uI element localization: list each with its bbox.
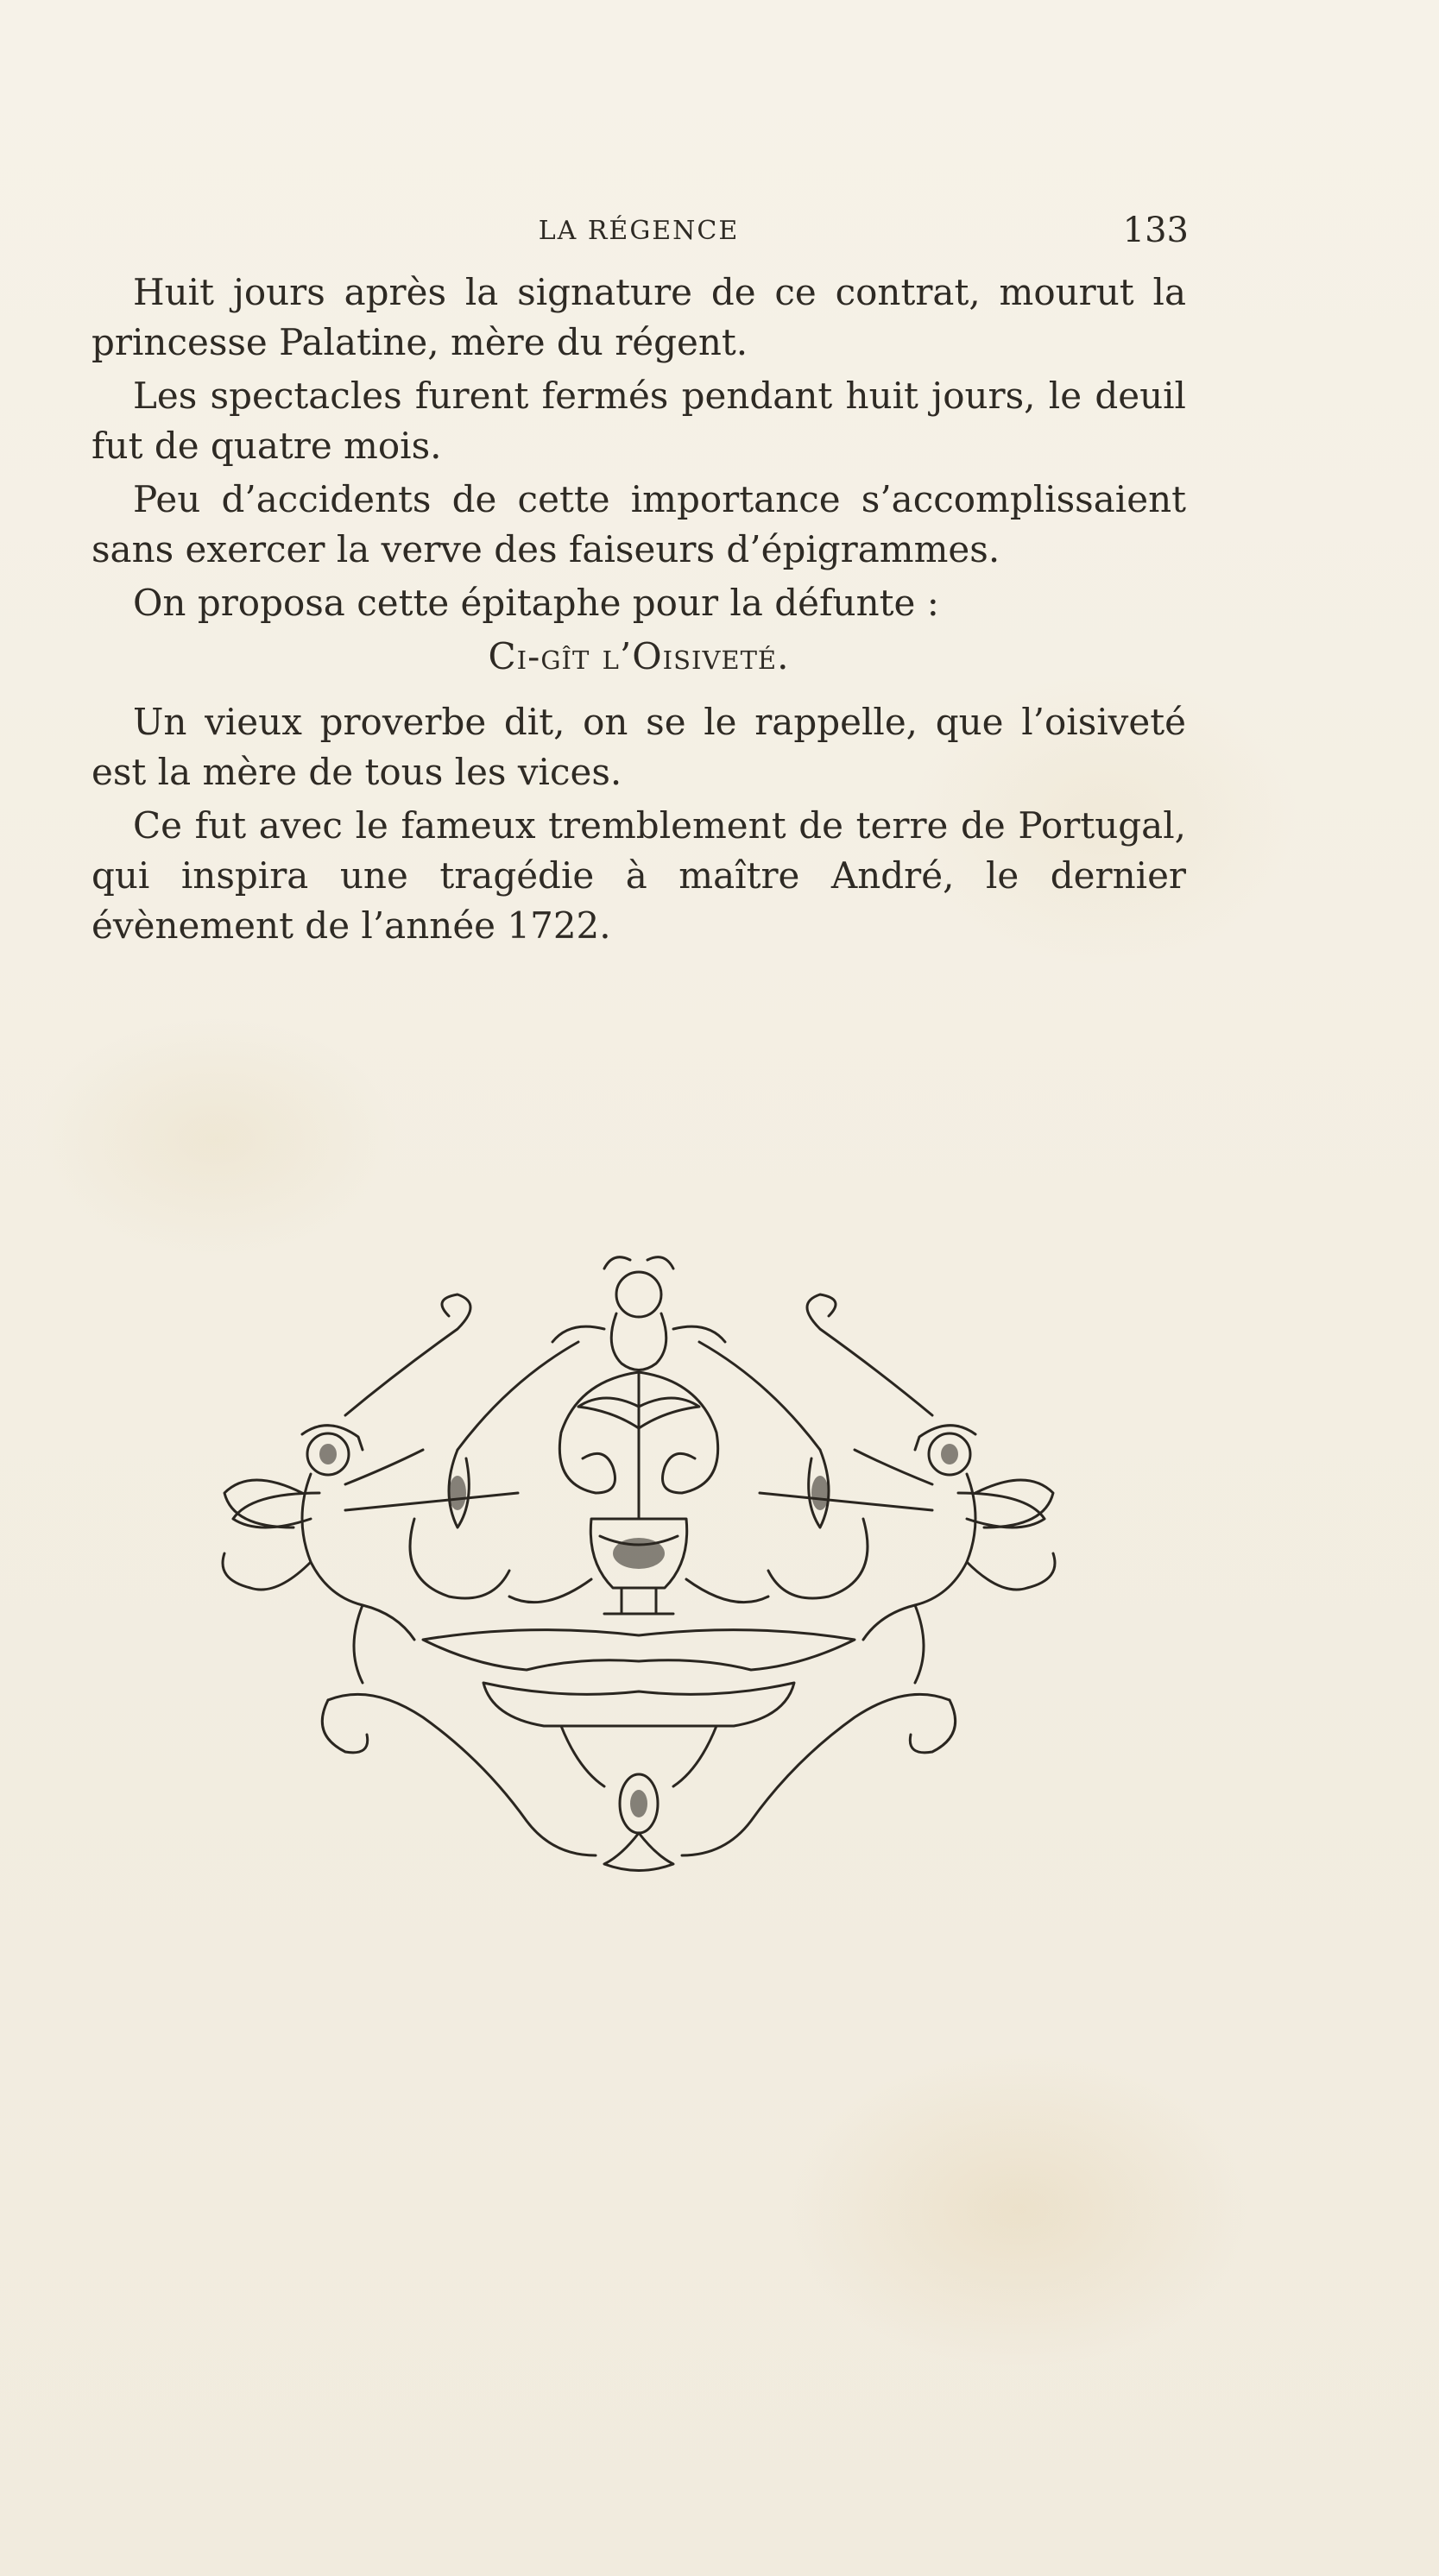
running-head: [0, 211, 1439, 254]
engraved-ornament-cherubs-urn-icon: [199, 1234, 1079, 1890]
page-number: 133: [1122, 211, 1189, 250]
text-block: [92, 268, 1186, 954]
paragraph: Les spectacles furent fermés pendant huit jours, le deuil fut de quatre mois.: [92, 375, 1186, 467]
paragraph: Un vieux proverbe dit, on se le rappelle, que l’oisiveté est la mère de tous les vices.: [92, 701, 1186, 793]
paragraph: Ce fut avec le fameux tremblement de terre de Portugal, qui inspira une tragédie à maître André, le dernier évènement de l’année 1722.: [92, 804, 1186, 947]
paragraph: Peu d’accidents de cette importance s’accomplissaient sans exercer la verve des faiseurs d’épigrammes.: [92, 478, 1186, 570]
paragraph: Huit jours après la signature de ce contrat, mourut la princesse Palatine, mère du régent.: [92, 271, 1186, 363]
paragraph: On proposa cette épitaphe pour la défunte :: [133, 582, 939, 624]
running-title: LA RÉGENCE: [538, 216, 740, 246]
epitaph: Ci-gît l’Oisiveté.: [488, 635, 790, 677]
